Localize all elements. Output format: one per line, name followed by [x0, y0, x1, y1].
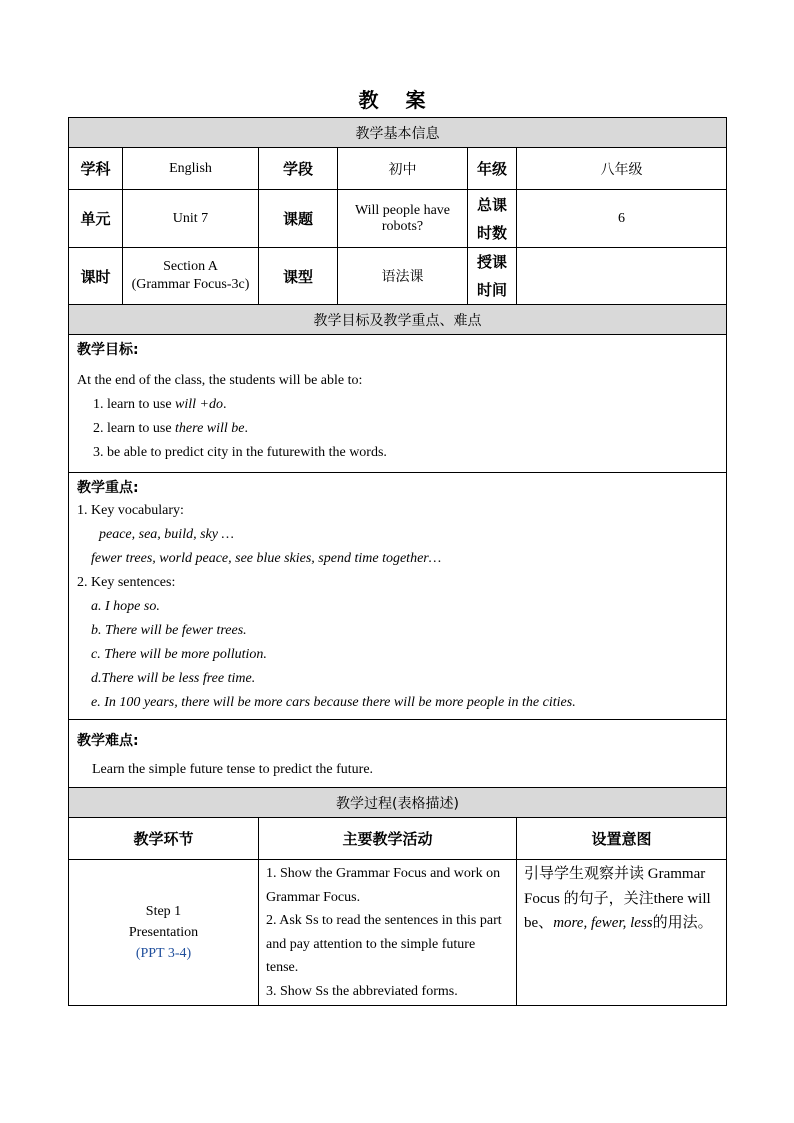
key-sentence: c. There will be more pollution.	[91, 647, 267, 662]
topic-label: 课题	[259, 190, 338, 248]
step-phase: Presentation	[128, 925, 199, 940]
objectives-heading: 教学目标:	[77, 342, 139, 358]
difficulty-text: Learn the simple future tense to predict the future.	[92, 762, 374, 777]
lesson-plan-table	[68, 117, 727, 1006]
step-name: Step 1	[145, 904, 182, 919]
stage-value: 初中	[338, 148, 468, 190]
objective-item: 3. be able to predict city in the futurewith the words.	[93, 445, 387, 460]
key-sentence: a. I hope so.	[91, 599, 160, 614]
stage-label: 学段	[259, 148, 338, 190]
purpose-cell: 引导学生观察并读 Grammar Focus 的句子，关注there will be、more, fewer, less的用法。	[517, 860, 727, 1006]
step-ppt: (PPT 3-4)	[135, 946, 192, 961]
difficulty-heading: 教学难点:	[77, 733, 139, 749]
objectives-section	[69, 335, 727, 473]
key-sentence: e. In 100 years, there will be more cars because there will be more people in the cities.	[91, 695, 576, 710]
document-title: 教 案	[358, 88, 436, 112]
key-sentence: b. There will be fewer trees.	[91, 623, 247, 638]
key-sentences-title: 2. Key sentences:	[77, 575, 176, 590]
key-vocabulary-title: 1. Key vocabulary:	[77, 503, 184, 518]
lesson-type-label: 课型	[259, 248, 338, 305]
key-vocabulary-line: fewer trees, world peace, see blue skies, spend time together…	[91, 551, 442, 566]
activity-item: 3. Show Ss the abbreviated forms.	[266, 983, 458, 999]
teaching-time-label: 授课 时间	[468, 248, 517, 305]
unit-value: Unit 7	[123, 190, 259, 248]
lesson-type-value: 语法课	[338, 248, 468, 305]
objective-item: 1. learn to use will +do.	[93, 397, 227, 412]
activity-cell	[259, 860, 517, 1006]
key-sentence: d.There will be less free time.	[91, 671, 256, 686]
total-periods-value: 6	[517, 190, 727, 248]
subject-value: English	[123, 148, 259, 190]
period-value: Section A (Grammar Focus-3c)	[123, 248, 259, 305]
section-header-basic-info: 教学基本信息	[69, 118, 727, 148]
grade-label: 年级	[468, 148, 517, 190]
difficulty-section	[69, 720, 727, 788]
unit-label: 单元	[69, 190, 123, 248]
activity-item: 1. Show the Grammar Focus and work on Grammar Focus.	[266, 866, 501, 905]
key-points-heading: 教学重点:	[77, 480, 139, 496]
key-points-section	[69, 473, 727, 720]
key-vocabulary-line: peace, sea, build, sky …	[99, 527, 234, 542]
subject-label: 学科	[69, 148, 123, 190]
section-header-goals: 教学目标及教学重点、难点	[69, 305, 727, 335]
teaching-time-value	[517, 248, 727, 305]
objective-item: 2. learn to use there will be.	[93, 421, 248, 436]
total-periods-label: 总课 时数	[468, 190, 517, 248]
col-header-activity: 主要教学活动	[259, 818, 517, 860]
period-label: 课时	[69, 248, 123, 305]
col-header-step: 教学环节	[69, 818, 259, 860]
topic-value: Will people have robots?	[338, 190, 468, 248]
grade-value: 八年级	[517, 148, 727, 190]
activity-item: 2. Ask Ss to read the sentences in this part and pay attention to the simple future tense.	[266, 913, 502, 975]
section-header-process: 教学过程(表格描述)	[69, 788, 727, 818]
step-cell	[69, 860, 259, 1006]
objectives-intro: At the end of the class, the students will be able to:	[77, 373, 363, 388]
col-header-purpose: 设置意图	[517, 818, 727, 860]
